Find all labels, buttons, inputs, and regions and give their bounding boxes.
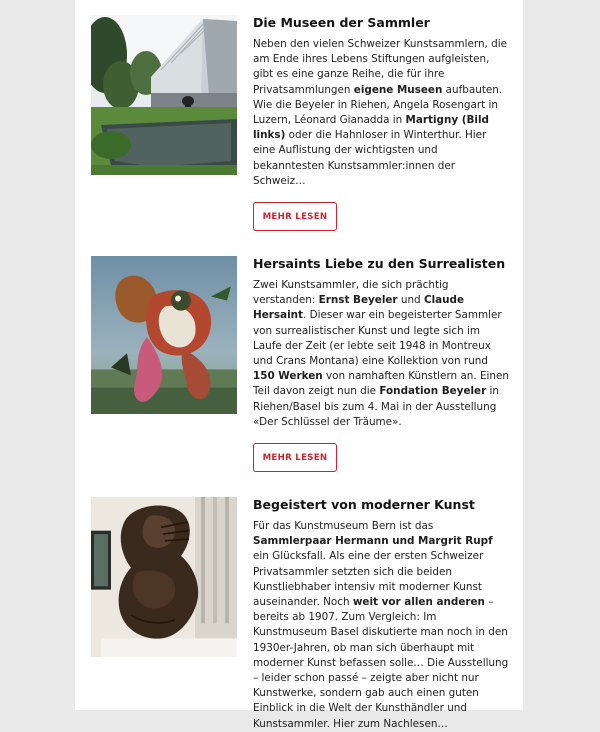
body-text: ein Glücksfall. Als eine der ersten Schweizer Privatsammler setzten sich die beiden Kunstliebhaber intensiv mit moderner Kunst auseinander. Noch [253, 550, 484, 609]
body-emphasis: Fondation Beyeler [379, 385, 487, 398]
body-text: Neben den vielen Schweizer Kunstsammlern, die am Ende ihres Lebens Stiftungen aufgleisten, gibt es eine ganze Reihe, die für ihre Privatsammlungen [253, 38, 508, 96]
article-body [253, 278, 509, 430]
article-text [253, 497, 509, 732]
body-emphasis: Martigny (Bild links) [253, 114, 489, 142]
body-text: – bereits ab 1907. Zum Vergleich: Im Kunstmuseum Basel diskutierte man noch in den 1930er-Jahren, ob man sich überhaupt mit moderner Kunst befassen solle… Die Ausstellung – leider schon passé – zeigte aber nicht nur Kunstwerke, sondern gab auch einen guten Einblick in die Welt der Kunsthändler und Kunstsammler. Hier zum Nachlesen… [253, 596, 509, 730]
body-emphasis: Ernst Beyeler [318, 294, 398, 307]
body-text: Zwei Kunstsammler, die sich prächtig verstanden: [253, 279, 449, 307]
body-text: . Dieser war ein begeisterter Sammler von surrealistischer Kunst und legte sich im Laufe der Zeit (er lebte seit 1948 in Montreux und Crans Montana) eine Kollektion von rund [253, 309, 502, 368]
mehr-lesen-button[interactable]: MEHR LESEN [253, 443, 337, 472]
article-body [253, 37, 509, 189]
body-text: und [397, 294, 424, 307]
body-text: in Riehen/Basel bis zum 4. Mai in der Ausstellung «Der Schlüssel der Träume». [253, 385, 500, 428]
body-emphasis: weit vor allen anderen [352, 596, 485, 609]
body-text: oder die Hahnloser in Winterthur. Hier eine Auflistung der wichtigsten und bekanntesten Kunstsammler:innen der Schweiz… [253, 129, 487, 187]
article-text [253, 256, 509, 430]
body-emphasis: Sammlerpaar Hermann und Margrit Rupf [253, 535, 493, 548]
article-title: Die Museen der Sammler [253, 15, 430, 30]
article-text [253, 15, 509, 189]
body-text: Für das Kunstmuseum Bern ist das [253, 520, 434, 532]
newsletter-panel [75, 0, 523, 730]
body-text: von namhaften Künstlern an. Einen Teil davon zeigt nun die [253, 370, 509, 398]
body-emphasis: eigene Museen [353, 83, 443, 96]
body-text: aufbauten. Wie die Beyeler in Riehen, Angela Rosengart in Luzern, Léonard Gianadda in [253, 83, 503, 127]
article-title: Hersaints Liebe zu den Surrealisten [253, 256, 506, 271]
mehr-lesen-button[interactable]: MEHR LESEN [253, 202, 337, 231]
article-image-surrealist-painting[interactable] [91, 256, 237, 414]
body-emphasis: Claude Hersaint [253, 294, 465, 322]
article-image-bronze-sculpture[interactable] [91, 497, 237, 687]
article-body [253, 519, 509, 732]
article-image-museum-building[interactable] [91, 15, 237, 175]
article-title: Begeistert von moderner Kunst [253, 497, 475, 512]
body-emphasis: 150 Werken [253, 370, 323, 383]
